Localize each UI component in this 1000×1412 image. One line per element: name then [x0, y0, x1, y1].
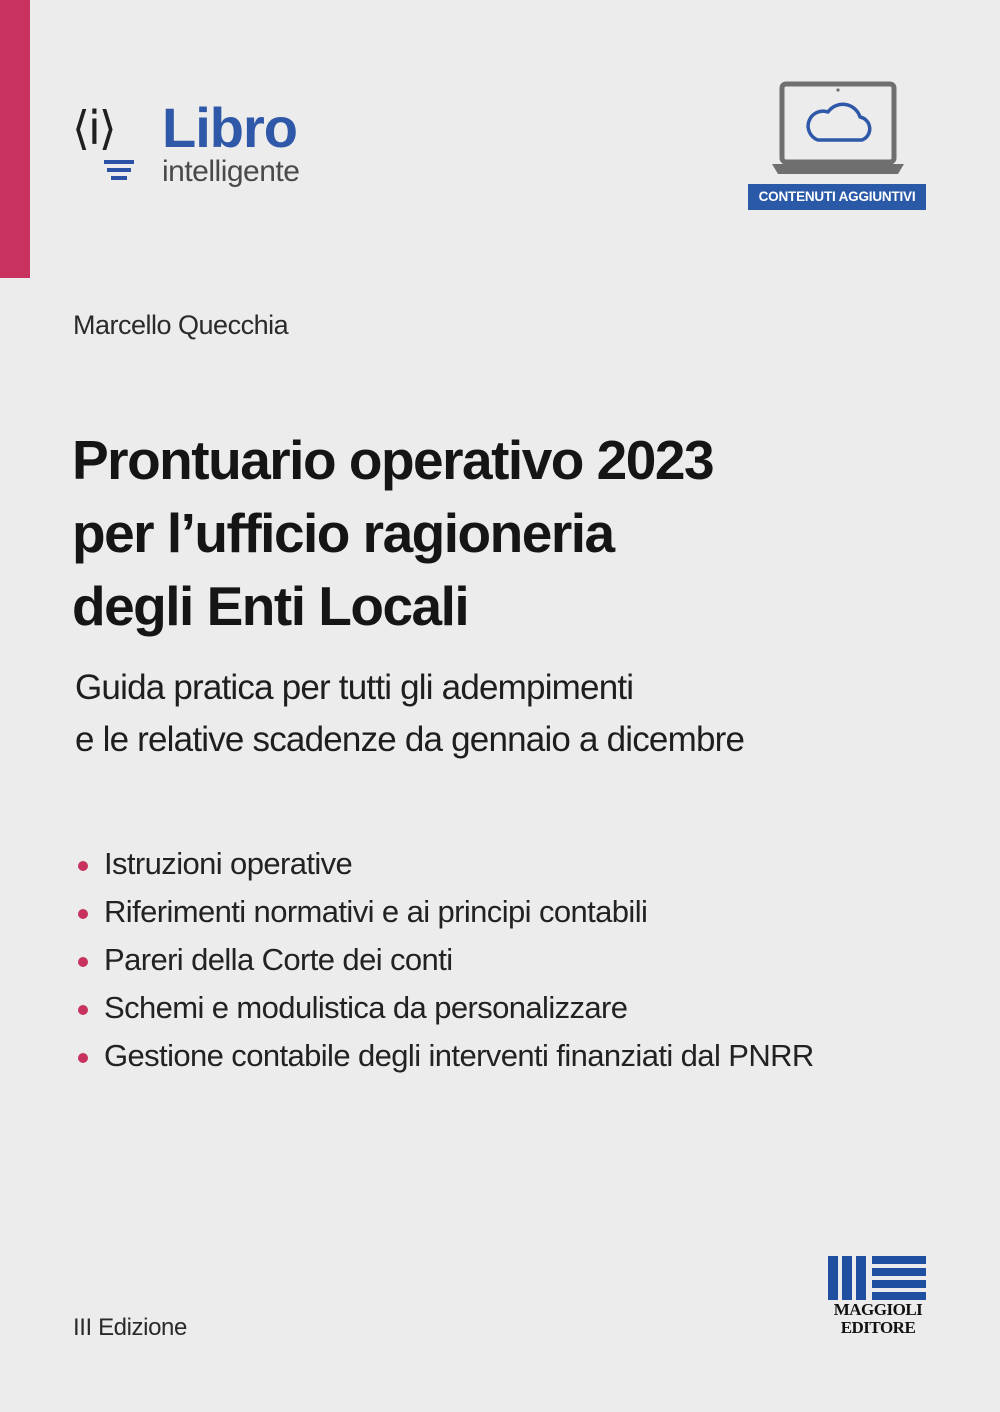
laptop-cloud-icon — [772, 80, 904, 180]
bullet-dot-icon — [78, 1005, 88, 1015]
logo-brand: Libro — [162, 96, 297, 159]
book-title — [72, 424, 932, 643]
publisher-name: MAGGIOLI EDITORE — [833, 1300, 923, 1337]
libro-intelligente-logo — [72, 98, 312, 198]
feature-item: Schemi e modulistica da personalizzare — [74, 984, 814, 1032]
lightbulb-lines-icon — [102, 160, 136, 184]
subtitle-line: Guida pratica per tutti gli adempimenti — [75, 668, 634, 707]
title-line: per l’ufficio ragioneria — [72, 502, 614, 564]
book-subtitle — [75, 662, 955, 766]
publisher-logo — [828, 1256, 928, 1340]
bullet-dot-icon — [78, 861, 88, 871]
edition-label: III Edizione — [73, 1314, 187, 1341]
bullet-dot-icon — [78, 1053, 88, 1063]
title-line: degli Enti Locali — [72, 575, 469, 637]
feature-item: Gestione contabile degli interventi finanziati dal PNRR — [74, 1032, 814, 1080]
title-line: Prontuario operativo 2023 — [72, 429, 714, 491]
feature-list — [74, 840, 814, 1080]
subtitle-line: e le relative scadenze da gennaio a dicembre — [75, 720, 745, 759]
feature-item: Pareri della Corte dei conti — [74, 936, 814, 984]
feature-item: Riferimenti normativi e ai principi contabili — [74, 888, 814, 936]
feature-item: Istruzioni operative — [74, 840, 814, 888]
bullet-dot-icon — [78, 909, 88, 919]
author-name: Marcello Quecchia — [73, 310, 289, 340]
accent-bar — [0, 0, 30, 278]
logo-tagline: intelligente — [162, 155, 300, 188]
bullet-dot-icon — [78, 957, 88, 967]
logo-mark: ⟨i⟩ — [72, 101, 115, 155]
maggioli-logo-icon — [828, 1256, 926, 1300]
contenuti-aggiuntivi-badge: CONTENUTI AGGIUNTIVI — [748, 184, 926, 210]
